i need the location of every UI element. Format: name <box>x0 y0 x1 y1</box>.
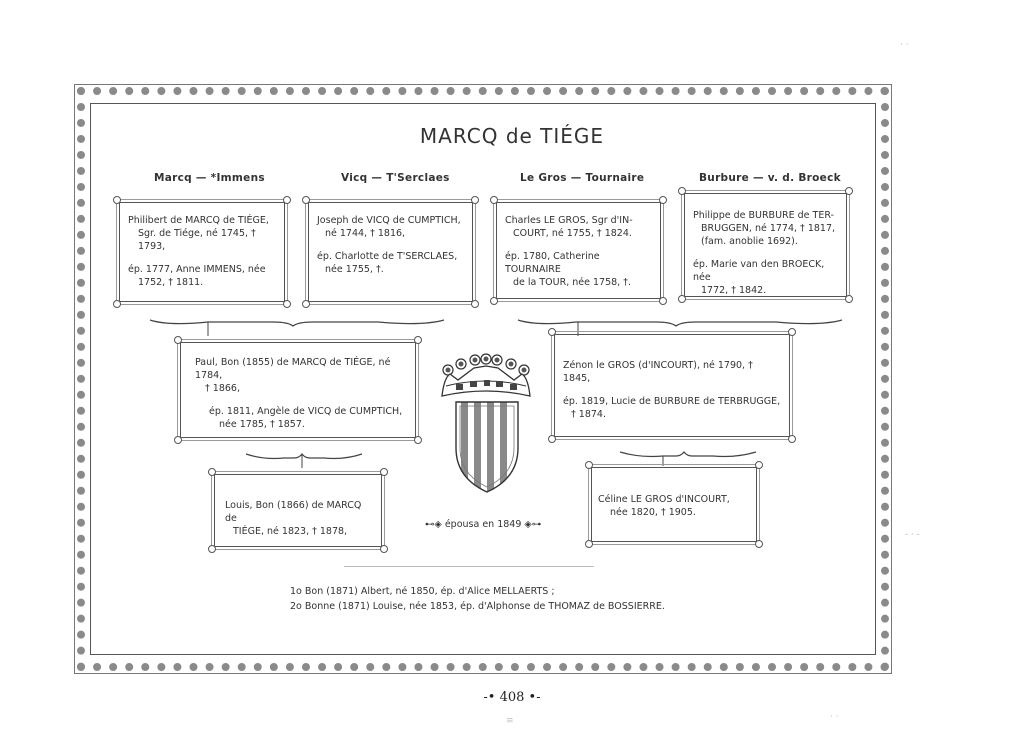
corner-ornament-icon <box>414 336 422 344</box>
box-louis-marcq <box>214 474 382 547</box>
spouse-line: ép. 1780, Catherine TOURNAIRE <box>505 251 600 275</box>
person-line: Philippe de BURBURE de TER- <box>693 210 834 221</box>
spouse-line: de la TOUR, née 1758, †. <box>513 277 631 288</box>
person-line: né 1744, † 1816, <box>325 228 406 239</box>
person-line: Charles LE GROS, Sgr d'IN- <box>505 215 633 226</box>
box-philibert-marcq <box>119 202 285 302</box>
corner-ornament-icon <box>113 300 121 308</box>
page-number-value: 408 <box>499 690 525 705</box>
corner-ornament-icon <box>678 295 686 303</box>
person-line: Joseph de VICQ de CUMPTICH, <box>317 215 461 226</box>
person-line: TIÉGE, né 1823, † 1878, <box>233 526 348 537</box>
marriage-text: épousa en 1849 <box>444 519 522 530</box>
crowned-striped-shield-icon <box>434 352 538 494</box>
corner-ornament-icon <box>380 468 388 476</box>
corner-ornament-icon <box>755 540 763 548</box>
spouse-line: ép. 1819, Lucie de BURBURE de TERBRUGGE, <box>563 396 781 407</box>
column-heading-burbure: Burbure — v. d. Broeck <box>699 172 841 184</box>
brace-zenon <box>618 448 758 468</box>
corner-ornament-icon <box>283 300 291 308</box>
person-line: (fam. anoblie 1692). <box>701 236 798 247</box>
brace-paul <box>244 450 364 470</box>
spouse-line: 1772, † 1842. <box>701 285 767 296</box>
corner-ornament-icon <box>548 328 556 336</box>
brace-marcq-vicq <box>148 312 448 342</box>
corner-ornament-icon <box>585 461 593 469</box>
corner-ornament-icon <box>490 297 498 305</box>
person-line: Zénon le GROS (d'INCOURT), né 1790, † 1845, <box>563 360 753 384</box>
scan-speck: · · <box>830 712 839 722</box>
corner-ornament-icon <box>208 468 216 476</box>
spouse-line: ép. 1811, Angèle de VICQ de CUMPTICH, <box>209 406 403 417</box>
corner-ornament-icon <box>302 300 310 308</box>
corner-ornament-icon <box>585 540 593 548</box>
person-line: Philibert de MARCQ de TIÉGE, <box>128 215 269 226</box>
column-heading-marcq: Marcq — *Immens <box>154 172 265 184</box>
corner-ornament-icon <box>659 196 667 204</box>
corner-ornament-icon <box>471 196 479 204</box>
box-paul-marcq <box>180 342 416 438</box>
person-line: Louis, Bon (1866) de MARCQ de <box>225 500 362 524</box>
person-line: Sgr. de Tiége, né 1745, † 1793, <box>138 228 256 252</box>
scan-speck: - · - <box>905 530 920 540</box>
scan-speck: · · <box>900 40 909 50</box>
corner-ornament-icon <box>788 435 796 443</box>
corner-ornament-icon <box>471 300 479 308</box>
page-number <box>0 690 1024 705</box>
flourish-right-icon: ◈⊶ <box>524 519 542 530</box>
spouse-line: ép. Charlotte de T'SERCLAES, <box>317 251 458 262</box>
corner-ornament-icon <box>302 196 310 204</box>
box-celine-legros <box>591 467 757 542</box>
corner-ornament-icon <box>845 295 853 303</box>
spouse-line: 1752, † 1811. <box>138 277 204 288</box>
box-philippe-burbure <box>684 193 847 297</box>
spouse-line: ép. Marie van den BROECK, née <box>693 259 825 283</box>
person-line: BRUGGEN, né 1774, † 1817, <box>701 223 836 234</box>
spouse-line: née 1755, †. <box>325 264 384 275</box>
page-title: MARCQ de TIÉGE <box>419 124 605 148</box>
corner-ornament-icon <box>678 187 686 195</box>
corner-ornament-icon <box>208 545 216 553</box>
scan-speck: ≡ <box>506 716 514 726</box>
column-heading-vicq: Vicq — T'Serclaes <box>341 172 450 184</box>
person-line: COURT, né 1755, † 1824. <box>513 228 632 239</box>
corner-ornament-icon <box>380 545 388 553</box>
corner-ornament-icon <box>755 461 763 469</box>
corner-ornament-icon <box>113 196 121 204</box>
person-line: Céline LE GROS d'INCOURT, <box>598 494 730 505</box>
column-heading-legros: Le Gros — Tournaire <box>520 172 645 184</box>
box-zenon-legros <box>554 334 790 437</box>
box-joseph-vicq <box>308 202 473 302</box>
corner-ornament-icon <box>414 436 422 444</box>
child-entry: 1o Bon (1871) Albert, né 1850, ép. d'Alice MELLAERTS ; <box>290 586 555 597</box>
corner-ornament-icon <box>283 196 291 204</box>
box-charles-legros <box>496 202 661 299</box>
person-line: née 1820, † 1905. <box>610 507 696 518</box>
corner-ornament-icon <box>490 196 498 204</box>
dash-ornament-icon: -• <box>483 690 500 705</box>
marriage-note <box>425 519 541 530</box>
corner-ornament-icon <box>174 336 182 344</box>
corner-ornament-icon <box>174 436 182 444</box>
spouse-line: ép. 1777, Anne IMMENS, née <box>128 264 266 275</box>
person-line: † 1866, <box>205 383 240 394</box>
corner-ornament-icon <box>845 187 853 195</box>
corner-ornament-icon <box>659 297 667 305</box>
spouse-line: née 1785, † 1857. <box>219 419 305 430</box>
person-line: Paul, Bon (1855) de MARCQ de TIÉGE, né 1784, <box>195 357 391 381</box>
dash-ornament-icon: •- <box>524 690 541 705</box>
children-list <box>290 584 665 614</box>
divider <box>344 566 594 567</box>
child-entry: 2o Bonne (1871) Louise, née 1853, ép. d'Alphonse de THOMAZ de BOSSIERRE. <box>290 601 665 612</box>
corner-ornament-icon <box>788 328 796 336</box>
flourish-left-icon: ⊷◈ <box>425 519 445 530</box>
spouse-line: † 1874. <box>571 409 606 420</box>
corner-ornament-icon <box>548 435 556 443</box>
